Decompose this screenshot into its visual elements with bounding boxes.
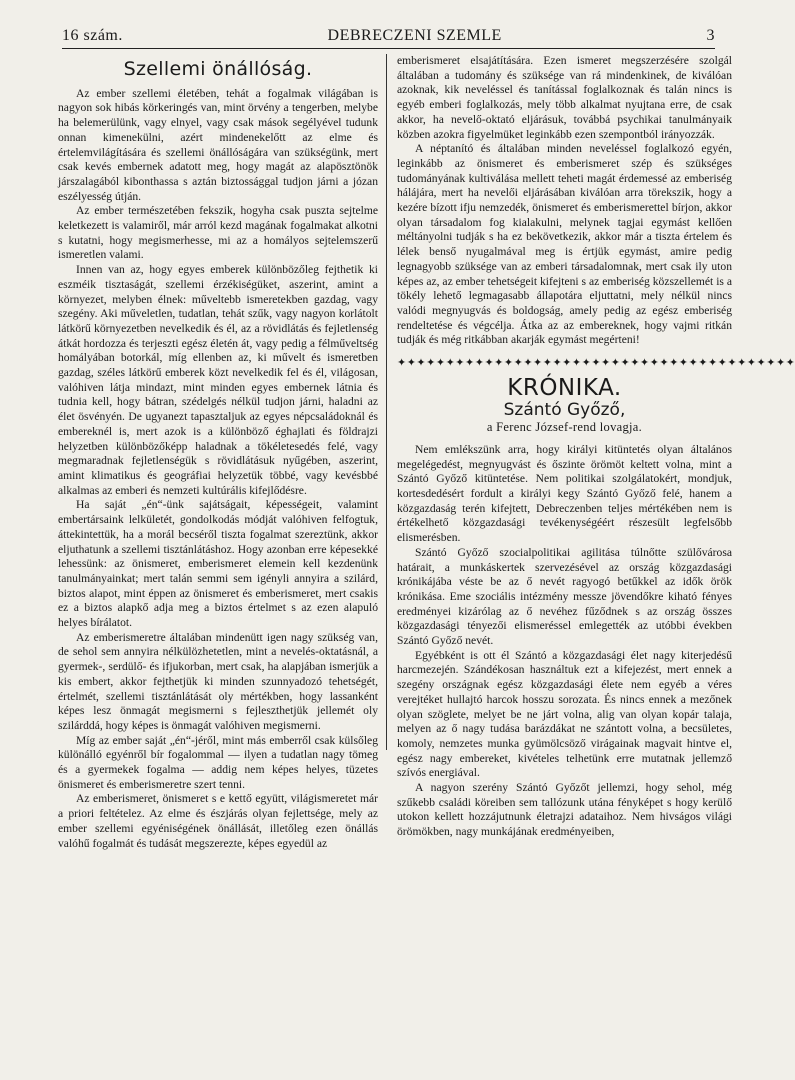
section-title: KRÓNIKA. [507,374,622,401]
paragraph: Az emberismeret, önismeret s e kettő együtt, világismeretet már a priori feltételez. Az elme és észjárás olyan fejlettsége, mely az ember szellemi egyéniségének önállását, illetőleg ezen önállás valóhű fogalmát és tudását megszerezte, képes egyedül az [58,792,378,850]
ornamental-separator: ✦✦✦✦✦✦✦✦✦✦✦✦✦✦✦✦✦✦✦✦✦✦✦✦✦✦✦✦✦✦✦✦✦✦✦✦✦✦✦✦✦ [397,357,795,370]
obituary-name: Szántó Győző, [503,400,626,421]
paragraph: Ha saját „én“-ünk sajátságait, képességeit, valamint embertársaink lelkületét, gondolkodás módját valóhiven felfogtuk, áttekintettük, ha a morál becséről tiszta fogalmat szereztünk, akkor eljuthatunk a szellemi tisztánlátáshoz. Hogy azonban erre képesekké lehessünk: az önismeret, emberismeret elemein kell kezdenünk tanulmányainkat; mert talán semmi sem igényli annyira a szilárd, biztos alapot, mint éppen az önismeret és emberismeret, mert csakis ez a biztos alapkő adja meg a biztos értelmet s az ezen alapuló helyes bírálatot. [58,498,378,630]
paragraph: Az emberismeretre általában mindenütt igen nagy szükség van, de sehol sem annyira nélkülözhetetlen, mint a nevelés-oktatásnál, a gyermek-, serdülő- és ifjukorban, mert csak, ha alapjában ismerjük a kis embert, akkor fejthetjük ki minden szunnyadozó tehetségét, értelmét, szellemi tisztánlátását oly mértékben, hogy lassanként képes lesz önmagát megismerni s fejleszthetjük jellemét oly szilárddá, hogy képes is önmagát valóhiven megismerni. [58,630,378,732]
running-head [62,19,715,49]
obituary-subtitle: a Ferenc József-rend lovagja. [486,420,643,435]
paragraph: emberismeret elsajátítására. Ezen ismeret megszerzésére szolgál általában a tudomány és szüksége van rá mindenkinek, de kiválóan azoknak, kik neveléssel és tanítással foglalkoznak és talán nincs is egyéb emberi foglalkozás, mely több alkalmat nyujtana erre, de csak akkor, ha nevelő-oktató eljárásuk, továbbá psychikai tanulmányaik közben azokra figyelmüket leginkább ezen szempontból irányozzák. [397,54,732,141]
left-column [58,54,378,1072]
journal-title: DEBRECZENI SZEMLE [327,27,502,44]
paragraph: A néptanító és általában minden neveléssel foglalkozó egyén, leginkább az önismeret és emberismeret szép és szükséges tudományának kultiválása mellett teheti magát érdemessé az emberiség hálájára, mert ha nevelői eljárásában kiválóan arra törekszik, hogy a kezére bízott ifju nemzedék, önismeret és emberismerettel bírjon, akkor olyan társadalom fog kialakulni, melynek tagjai egymást kellően méltányolni tudják s ha ez bekövetkezik, akkor már a tiszta értelem és lélek benső nyugalmával meg is értjük egymást, amire pedig legnagyobb szüksége van az emberi társadalomnak, mert csak ily uton képes az, az ember tehetségeit kifejteni s az emberiség közszellemét is a tökély lehető legmagasabb állapotára eljuttatni, mely nélkül nincs valódi megnyugvás és boldogság, amely pedig az egész emberiség rendeltetése és végcélja. Átka az az embereknek, hogy vajmi ritkán tudják és még ritkábban akarják egymást megérteni! [397,142,732,347]
paragraph: Az ember természetében fekszik, hogyha csak puszta sejtelme keletkezett is valamiről, már arról kezd magának fogalmakat alkotni s kutatni, hogy megismerhesse, mi az a homályos sejtelemszerű ismeretlen valami. [58,204,378,262]
right-column [397,54,795,1072]
paragraph: Innen van az, hogy egyes emberek különbözőleg fejthetik ki eszméik tisztaságát, szellemi érzékiségüket, aszerint, amint a környezet, melyben élnek: műveltebb ismeretekben gazdag, vagy szegény. Aki műveletlen, tudatlan, tehát szűk, vagy nagyon korlátolt látkörű környezetben nevelkedik és él, az a rövidlátás és fejletlenség átkát hordozza és terjeszti egész életén át, vagy pedig a félműveltség homályában botorkál, míg ellenben az, ki művelt és ismeretben gazdag, széles látkörű emberek közt nevelkedik fel és él, világosan, valóhiven látja mindazt, mint minden egyes embernek látnia és tudnia kell, hogy bátran, szédelgés nélkül tudjon járni, haladni az élet ösvényén. De ugyanezt tapasztaljuk az egyes népcsaládoknál és embereknél is, mert azok is a különböző éghajlati és földrajzi helyzetben különbözőképp haladnak a tökéletesedés felé, vagy megmaradnak fejletlenségük s rövidlátásuk nyűgében, aszerint, amint klimatikus és geográfiai helyzetük többé, vagy kevésbbé alkalmas az emberi és nemzeti kultúrális kifejlődésre. [58,263,378,497]
issue-number: 16 szám. [62,27,123,44]
column-divider [386,54,387,750]
paragraph: Míg az ember saját „én“-jéről, mint más emberről csak külsőleg különálló egyénről bír fogalommal — ilyen a tudatlan nagy tömeg és a gyermekek fogalma — addig nem képes helyes, tüzetes önismeret és emberismeretre szert tenni. [58,733,378,791]
paragraph: Egyébként is ott él Szántó a közgazdasági élet nagy kiterjedésű harcmezején. Szándékosan használtuk ezt a kifejezést, mert ennek a szegény országnak egész közgazdasági élete nem egyéb a véres verejtéket hullajtó harcok hosszu sorozata. És nincs ennek a mezőnek olyan szöglete, melyet be ne járt volna, alig van olyan kopár talaja, melyen az ő nagy tudása barázdákat ne szántott volna, a becsületes, komoly, nemzetes munka gyümölcsöző virágainak magvait hintve el, egész nagy embereket, kivételes telhetünk erre mutatnak jellemző szívós energiával. [397,648,732,780]
paragraph: Szántó Győző szocialpolitikai agilitása túlnőtte szülővárosa határait, a munkáskertek szervezésével az ország közgazdasági krónikájába véste be az ő nevét ragyogó betűkkel az idők örök krónikása. Eme szociális intézmény messze jövendőkre kiható fényes eredményei kizárólag az ő nevéhez fűződnek s az ország összes közgazdasági tényezői elismeréssel emlegették az utóbbi években Szántó Győző nevét. [397,545,732,648]
paragraph: Nem emlékszünk arra, hogy királyi kitüntetés olyan általános megelégedést, megnyugvást és őszinte örömöt keltett volna, mint a Szántó Győző kitüntetése. Nem politikai szolgálatokért, mondjuk, kortesdedésért fordult a királyi kegy Szántó Győző felé, hanem a közgazdaság terén kifejtett, Debreczenben teljes mértékében nem is értékelhető közgazdasági tevékenységéért részesült legfelsőbb elismerésben. [397,442,732,545]
paragraph: Az ember szellemi életében, tehát a fogalmak világában is nagyon sok hibás körkeringés van, mint örvény a tengerben, melybe ha belemerülünk, vagy elnyel, vagy csak mások segélyével tudunk onnan kimenekülni, azért mindenekelőtt az elme és értelemvilágítására és szellemi önállóságára van szükségünk, mert csak kevés embernek adatott meg, hogy magát az alapösztönök járszalagából kibonthassa s aztán biztossággal tudjon járni a józan eszélyesség útján. [58,86,378,203]
paragraph: A nagyon szerény Szántó Győzőt jellemzi, hogy sehol, még szűkebb családi köreiben sem tallózunk utána fényképet s hogy kerülő utokon kellett hozzájutnunk életrajzi adataihoz. Nem hivságos világi örömökben, nagy munkájának eredményeiben, [397,781,732,839]
article-title: Szellemi önállóság. [123,58,313,80]
page-number: 3 [706,27,715,44]
